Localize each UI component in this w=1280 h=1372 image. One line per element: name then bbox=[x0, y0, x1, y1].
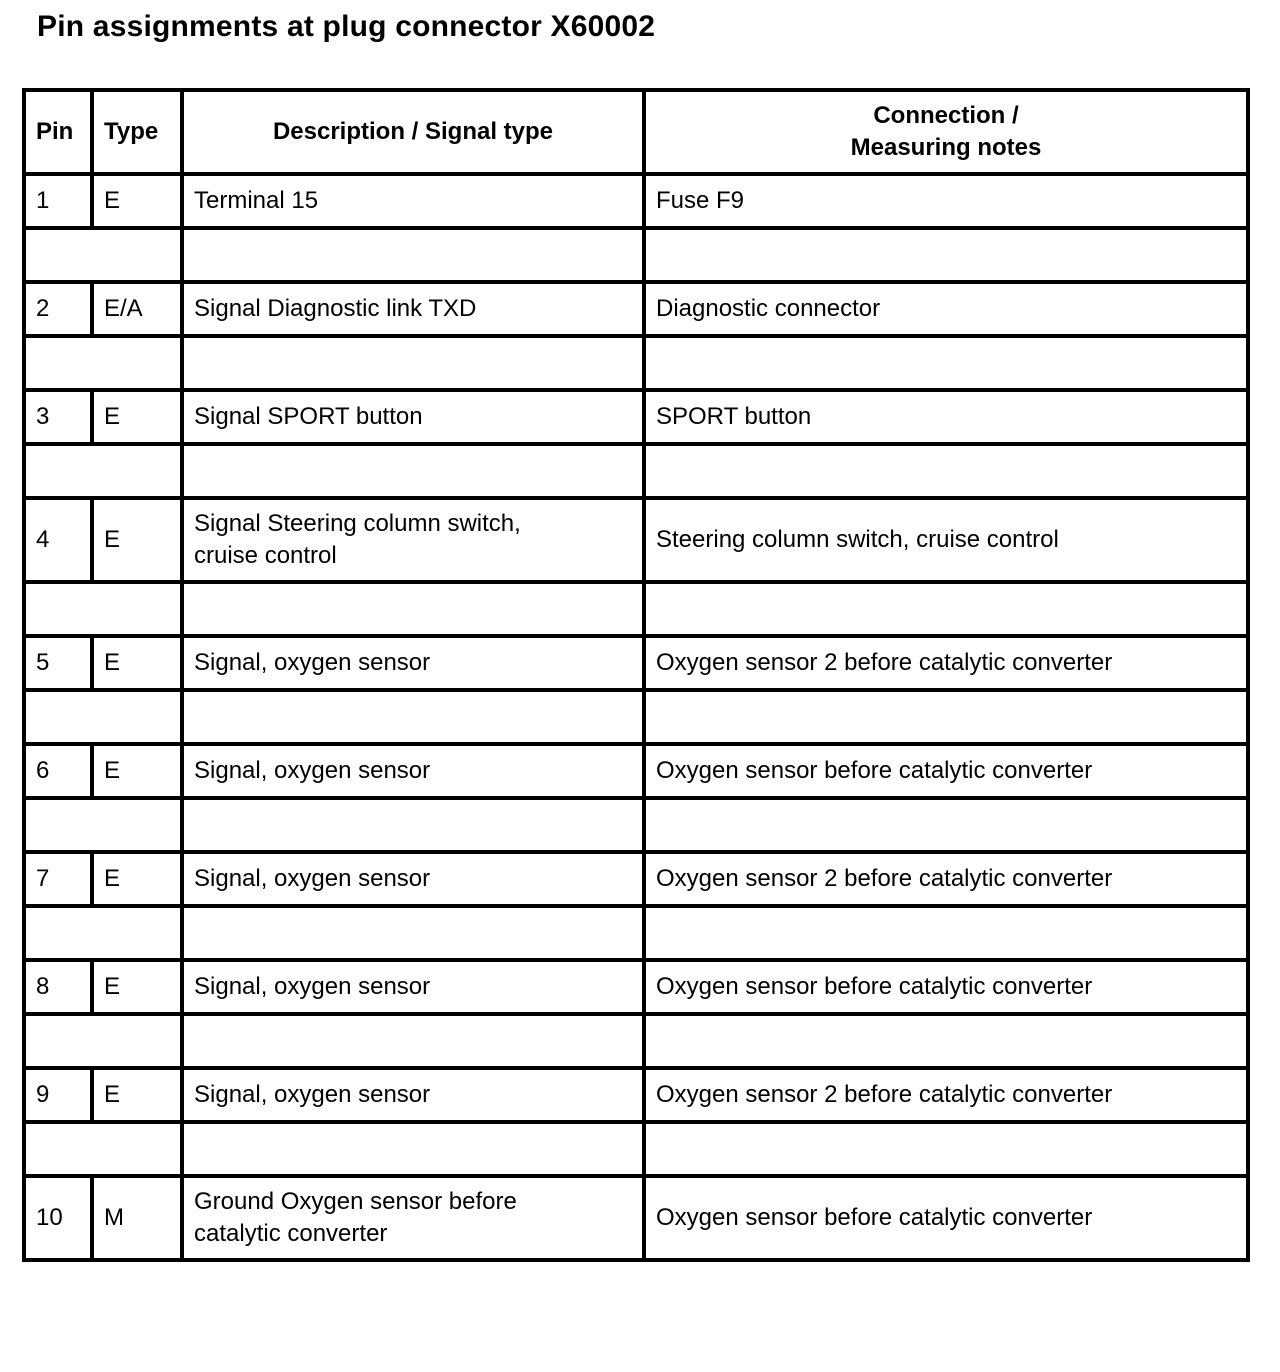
spacer-row bbox=[24, 228, 1248, 282]
pin-description bbox=[182, 1176, 644, 1260]
header-connection-line1: Connection / bbox=[873, 102, 1019, 129]
pin-connection: SPORT button bbox=[644, 390, 1248, 444]
pin-connection: Oxygen sensor 2 before catalytic converter bbox=[644, 1068, 1248, 1122]
spacer-row bbox=[24, 1122, 1248, 1176]
table-header-row bbox=[24, 90, 1248, 174]
page-title: Pin assignments at plug connector X60002 bbox=[37, 10, 656, 43]
table-row bbox=[24, 390, 1248, 444]
pin-type: E bbox=[92, 744, 182, 798]
table-row bbox=[24, 744, 1248, 798]
header-connection-line2: Measuring notes bbox=[850, 134, 1042, 161]
table-row bbox=[24, 960, 1248, 1014]
pin-number: 7 bbox=[24, 852, 92, 906]
table-row bbox=[24, 498, 1248, 582]
pin-description: Signal, oxygen sensor bbox=[182, 852, 644, 906]
pin-description-line1: Signal Steering column switch, bbox=[194, 510, 521, 537]
table-row bbox=[24, 1176, 1248, 1260]
pin-description: Signal SPORT button bbox=[182, 390, 644, 444]
pin-type: E bbox=[92, 390, 182, 444]
pin-description: Signal, oxygen sensor bbox=[182, 960, 644, 1014]
pin-description: Signal, oxygen sensor bbox=[182, 744, 644, 798]
pin-connection: Oxygen sensor before catalytic converter bbox=[644, 744, 1248, 798]
table-row bbox=[24, 282, 1248, 336]
table-row bbox=[24, 636, 1248, 690]
header-pin: Pin bbox=[24, 90, 92, 174]
pin-type: E/A bbox=[92, 282, 182, 336]
pin-type: E bbox=[92, 1068, 182, 1122]
pin-description: Terminal 15 bbox=[182, 174, 644, 228]
pin-description bbox=[182, 498, 644, 582]
pin-description: Signal Diagnostic link TXD bbox=[182, 282, 644, 336]
pin-description: Signal, oxygen sensor bbox=[182, 1068, 644, 1122]
pin-description-line2: cruise control bbox=[194, 542, 337, 569]
pin-type: E bbox=[92, 852, 182, 906]
pin-connection: Oxygen sensor 2 before catalytic converter bbox=[644, 852, 1248, 906]
spacer-row bbox=[24, 798, 1248, 852]
table-row bbox=[24, 1068, 1248, 1122]
pin-connection: Oxygen sensor before catalytic converter bbox=[644, 960, 1248, 1014]
pin-number: 4 bbox=[24, 498, 92, 582]
spacer-row bbox=[24, 444, 1248, 498]
pin-connection: Fuse F9 bbox=[644, 174, 1248, 228]
pin-description-line1: Ground Oxygen sensor before bbox=[194, 1188, 517, 1215]
pin-number: 1 bbox=[24, 174, 92, 228]
header-type: Type bbox=[92, 90, 182, 174]
pin-number: 8 bbox=[24, 960, 92, 1014]
pin-connection: Oxygen sensor 2 before catalytic converter bbox=[644, 636, 1248, 690]
pin-number: 9 bbox=[24, 1068, 92, 1122]
spacer-row bbox=[24, 906, 1248, 960]
pin-description: Signal, oxygen sensor bbox=[182, 636, 644, 690]
pin-type: E bbox=[92, 174, 182, 228]
spacer-row bbox=[24, 1014, 1248, 1068]
pin-number: 10 bbox=[24, 1176, 92, 1260]
header-connection bbox=[644, 90, 1248, 174]
pin-connection: Diagnostic connector bbox=[644, 282, 1248, 336]
pin-number: 3 bbox=[24, 390, 92, 444]
pin-number: 5 bbox=[24, 636, 92, 690]
spacer-row bbox=[24, 336, 1248, 390]
spacer-row bbox=[24, 690, 1248, 744]
spacer-row bbox=[24, 582, 1248, 636]
pin-type: E bbox=[92, 960, 182, 1014]
pin-connection: Steering column switch, cruise control bbox=[644, 498, 1248, 582]
pin-type: M bbox=[92, 1176, 182, 1260]
pin-number: 2 bbox=[24, 282, 92, 336]
pin-type: E bbox=[92, 498, 182, 582]
pin-number: 6 bbox=[24, 744, 92, 798]
pin-type: E bbox=[92, 636, 182, 690]
pin-connection: Oxygen sensor before catalytic converter bbox=[644, 1176, 1248, 1260]
header-description: Description / Signal type bbox=[182, 90, 644, 174]
table-row bbox=[24, 852, 1248, 906]
pin-description-line2: catalytic converter bbox=[194, 1220, 388, 1247]
pin-assignment-table bbox=[22, 88, 1250, 1262]
table-row bbox=[24, 174, 1248, 228]
